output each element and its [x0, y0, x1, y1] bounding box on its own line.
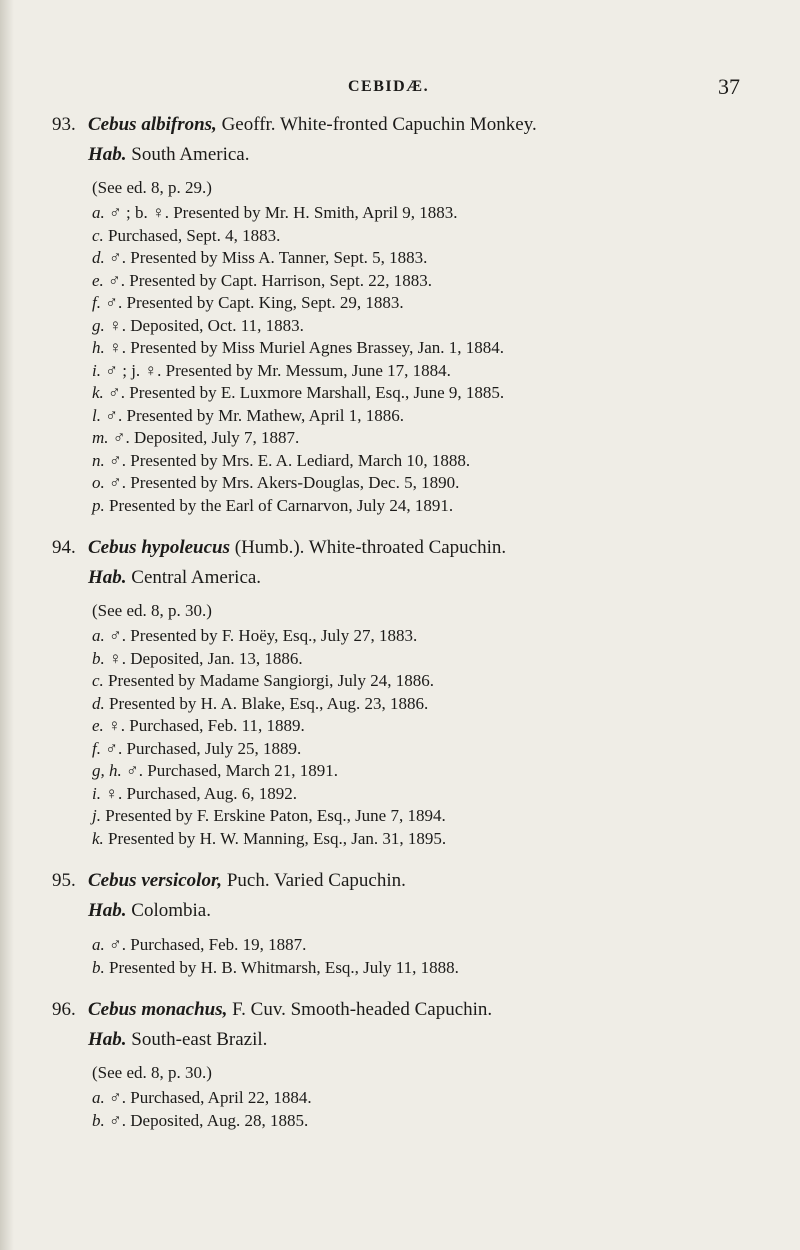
specimen-line [92, 783, 752, 806]
binding-shadow [0, 0, 14, 1250]
see-reference: (See ed. 8, p. 29.) [92, 178, 212, 197]
specimen-line [92, 405, 752, 428]
specimen-line [92, 202, 752, 225]
specimen-line [92, 270, 752, 293]
specimen-letter: f. [92, 293, 101, 312]
specimen-letter: i. [92, 360, 101, 380]
specimen-text: Presented by H. A. Blake, Esq., Aug. 23, 1886. [104, 693, 429, 713]
specimen-line [92, 472, 752, 495]
specimen-text: ♀. Deposited, Oct. 11, 1883. [104, 315, 304, 335]
specimen-line [92, 957, 752, 980]
species-number: 94. [52, 537, 76, 558]
specimen-letter: c. [92, 225, 104, 245]
specimen-letter: b. [92, 1110, 105, 1130]
page-number: 37 [718, 74, 740, 99]
specimen-line [92, 625, 752, 648]
specimen-line [92, 715, 752, 738]
species-latin-name: Cebus hypoleucus [88, 537, 230, 558]
running-head: CEBIDÆ. [348, 78, 430, 95]
specimen-text: ♂. Presented by Mr. Mathew, April 1, 1886. [100, 405, 404, 425]
habitat-text: Colombia. [126, 900, 211, 921]
habitat [88, 142, 752, 168]
species-entry [52, 535, 752, 850]
specimen-text: Presented by H. B. Whitmarsh, Esq., July 11, 1888. [104, 957, 459, 977]
specimen-text: Purchased, Sept. 4, 1883. [103, 225, 281, 245]
specimen-line [92, 225, 752, 248]
specimen-letter: b. [92, 648, 105, 668]
specimen-text: ♂. Presented by Capt. Harrison, Sept. 22, 1883. [103, 270, 432, 290]
specimen-line [92, 760, 752, 783]
habitat [88, 1027, 752, 1053]
specimen-letter: p. [92, 495, 105, 515]
species-latin-name: Cebus monachus, [88, 999, 228, 1020]
specimen-letter: d. [92, 693, 105, 713]
species-latin-name: Cebus versicolor, [88, 870, 223, 891]
specimen-text: ♂. Purchased, April 22, 1884. [104, 1088, 312, 1107]
specimen-letter: h. [92, 338, 105, 357]
specimen-letter: e. [92, 716, 104, 735]
specimen-text: ♂ ; j. ♀. Presented by Mr. Messum, June 17, 1884. [100, 360, 451, 380]
habitat-text: South-east Brazil. [126, 1029, 268, 1050]
habitat [88, 898, 752, 924]
habitat [88, 565, 752, 591]
specimen-text: ♂. Presented by E. Luxmore Marshall, Esq., June 9, 1885. [103, 383, 505, 402]
specimen-text: ♂. Presented by F. Hoëy, Esq., July 27, 1883. [104, 626, 418, 645]
specimen-text: ♂. Purchased, March 21, 1891. [121, 761, 338, 780]
specimen-text: ♂. Presented by Mrs. Akers-Douglas, Dec. 5, 1890. [104, 473, 460, 492]
specimen-text: Presented by H. W. Manning, Esq., Jan. 31, 1895. [103, 828, 447, 848]
species-latin-name: Cebus albifrons, [88, 114, 217, 135]
specimen-text: Presented by the Earl of Carnarvon, July 24, 1891. [104, 495, 454, 515]
habitat-label: Hab. [88, 567, 127, 588]
species-number: 93. [52, 114, 76, 135]
specimen-letter: n. [92, 450, 105, 470]
specimen-letter: a. [92, 1088, 105, 1107]
specimen-line [92, 828, 752, 851]
species-entry [52, 112, 752, 517]
specimen-letter: f. [92, 738, 101, 758]
specimen-letter: o. [92, 473, 105, 492]
habitat-text: Central America. [126, 567, 262, 588]
specimen-line [92, 427, 752, 450]
see-reference: (See ed. 8, p. 30.) [92, 601, 212, 620]
habitat-label: Hab. [88, 900, 127, 921]
specimen-letter: e. [92, 270, 104, 290]
specimen-text: ♂. Deposited, July 7, 1887. [108, 428, 300, 447]
specimen-letter: b. [92, 957, 105, 977]
specimen-text: ♂. Presented by Mrs. E. A. Lediard, March 10, 1888. [104, 450, 471, 470]
specimen-letter: a. [92, 935, 105, 954]
species-title [52, 535, 752, 561]
specimen-letter: j. [92, 806, 101, 825]
specimen-line [92, 450, 752, 473]
specimen-text: ♂. Deposited, Aug. 28, 1885. [104, 1110, 309, 1130]
specimen-letter: l. [92, 405, 101, 425]
species-list [52, 112, 752, 1150]
specimen-letter: g. [92, 315, 105, 335]
specimen-letter: a. [92, 203, 105, 222]
species-common-name: Puch. Varied Capuchin. [222, 870, 406, 891]
habitat-label: Hab. [88, 144, 127, 165]
specimen-line [92, 693, 752, 716]
specimen-line [92, 315, 752, 338]
species-common-name: (Humb.). White-throated Capuchin. [230, 537, 507, 558]
habitat-text: South America. [126, 144, 250, 165]
species-title [52, 868, 752, 894]
specimen-text: ♂. Presented by Capt. King, Sept. 29, 1883. [100, 293, 404, 312]
specimen-text: ♂. Purchased, Feb. 19, 1887. [104, 935, 307, 954]
species-common-name: Geoffr. White-fronted Capuchin Monkey. [216, 114, 537, 135]
species-entry [52, 868, 752, 979]
page-header [0, 74, 800, 104]
specimen-line [92, 382, 752, 405]
specimen-letter: d. [92, 248, 105, 267]
habitat-label: Hab. [88, 1029, 127, 1050]
specimen-line [92, 805, 752, 828]
specimen-letter: a. [92, 626, 105, 645]
species-number: 96. [52, 999, 76, 1020]
specimen-line [92, 360, 752, 383]
specimen-letter: g, h. [92, 761, 122, 780]
specimen-line [92, 934, 752, 957]
specimen-text: ♀. Presented by Miss Muriel Agnes Brassey, Jan. 1, 1884. [104, 338, 505, 357]
see-reference: (See ed. 8, p. 30.) [92, 1063, 212, 1082]
species-title [52, 997, 752, 1023]
specimen-text: ♀. Deposited, Jan. 13, 1886. [104, 648, 303, 668]
specimen-text: ♂. Presented by Miss A. Tanner, Sept. 5, 1883. [104, 248, 428, 267]
specimen-line [92, 337, 752, 360]
species-number: 95. [52, 870, 76, 891]
specimen-letter: m. [92, 428, 109, 447]
specimen-text: ♂ ; b. ♀. Presented by Mr. H. Smith, April 9, 1883. [104, 203, 458, 222]
specimen-line [92, 670, 752, 693]
specimen-letter: k. [92, 828, 104, 848]
species-common-name: F. Cuv. Smooth-headed Capuchin. [227, 999, 493, 1020]
specimen-letter: c. [92, 671, 104, 690]
specimen-letter: i. [92, 783, 101, 803]
specimen-letter: k. [92, 383, 104, 402]
specimen-text: ♀. Purchased, Feb. 11, 1889. [103, 716, 305, 735]
specimen-line [92, 738, 752, 761]
specimen-line [92, 1110, 752, 1133]
specimen-line [92, 1087, 752, 1110]
specimen-line [92, 495, 752, 518]
species-entry [52, 997, 752, 1132]
specimen-line [92, 648, 752, 671]
specimen-text: Presented by Madame Sangiorgi, July 24, 1886. [103, 671, 435, 690]
specimen-line [92, 292, 752, 315]
specimen-text: ♀. Purchased, Aug. 6, 1892. [100, 783, 297, 803]
specimen-text: Presented by F. Erskine Paton, Esq., June 7, 1894. [100, 806, 446, 825]
species-title [52, 112, 752, 138]
specimen-text: ♂. Purchased, July 25, 1889. [100, 738, 302, 758]
specimen-line [92, 247, 752, 270]
